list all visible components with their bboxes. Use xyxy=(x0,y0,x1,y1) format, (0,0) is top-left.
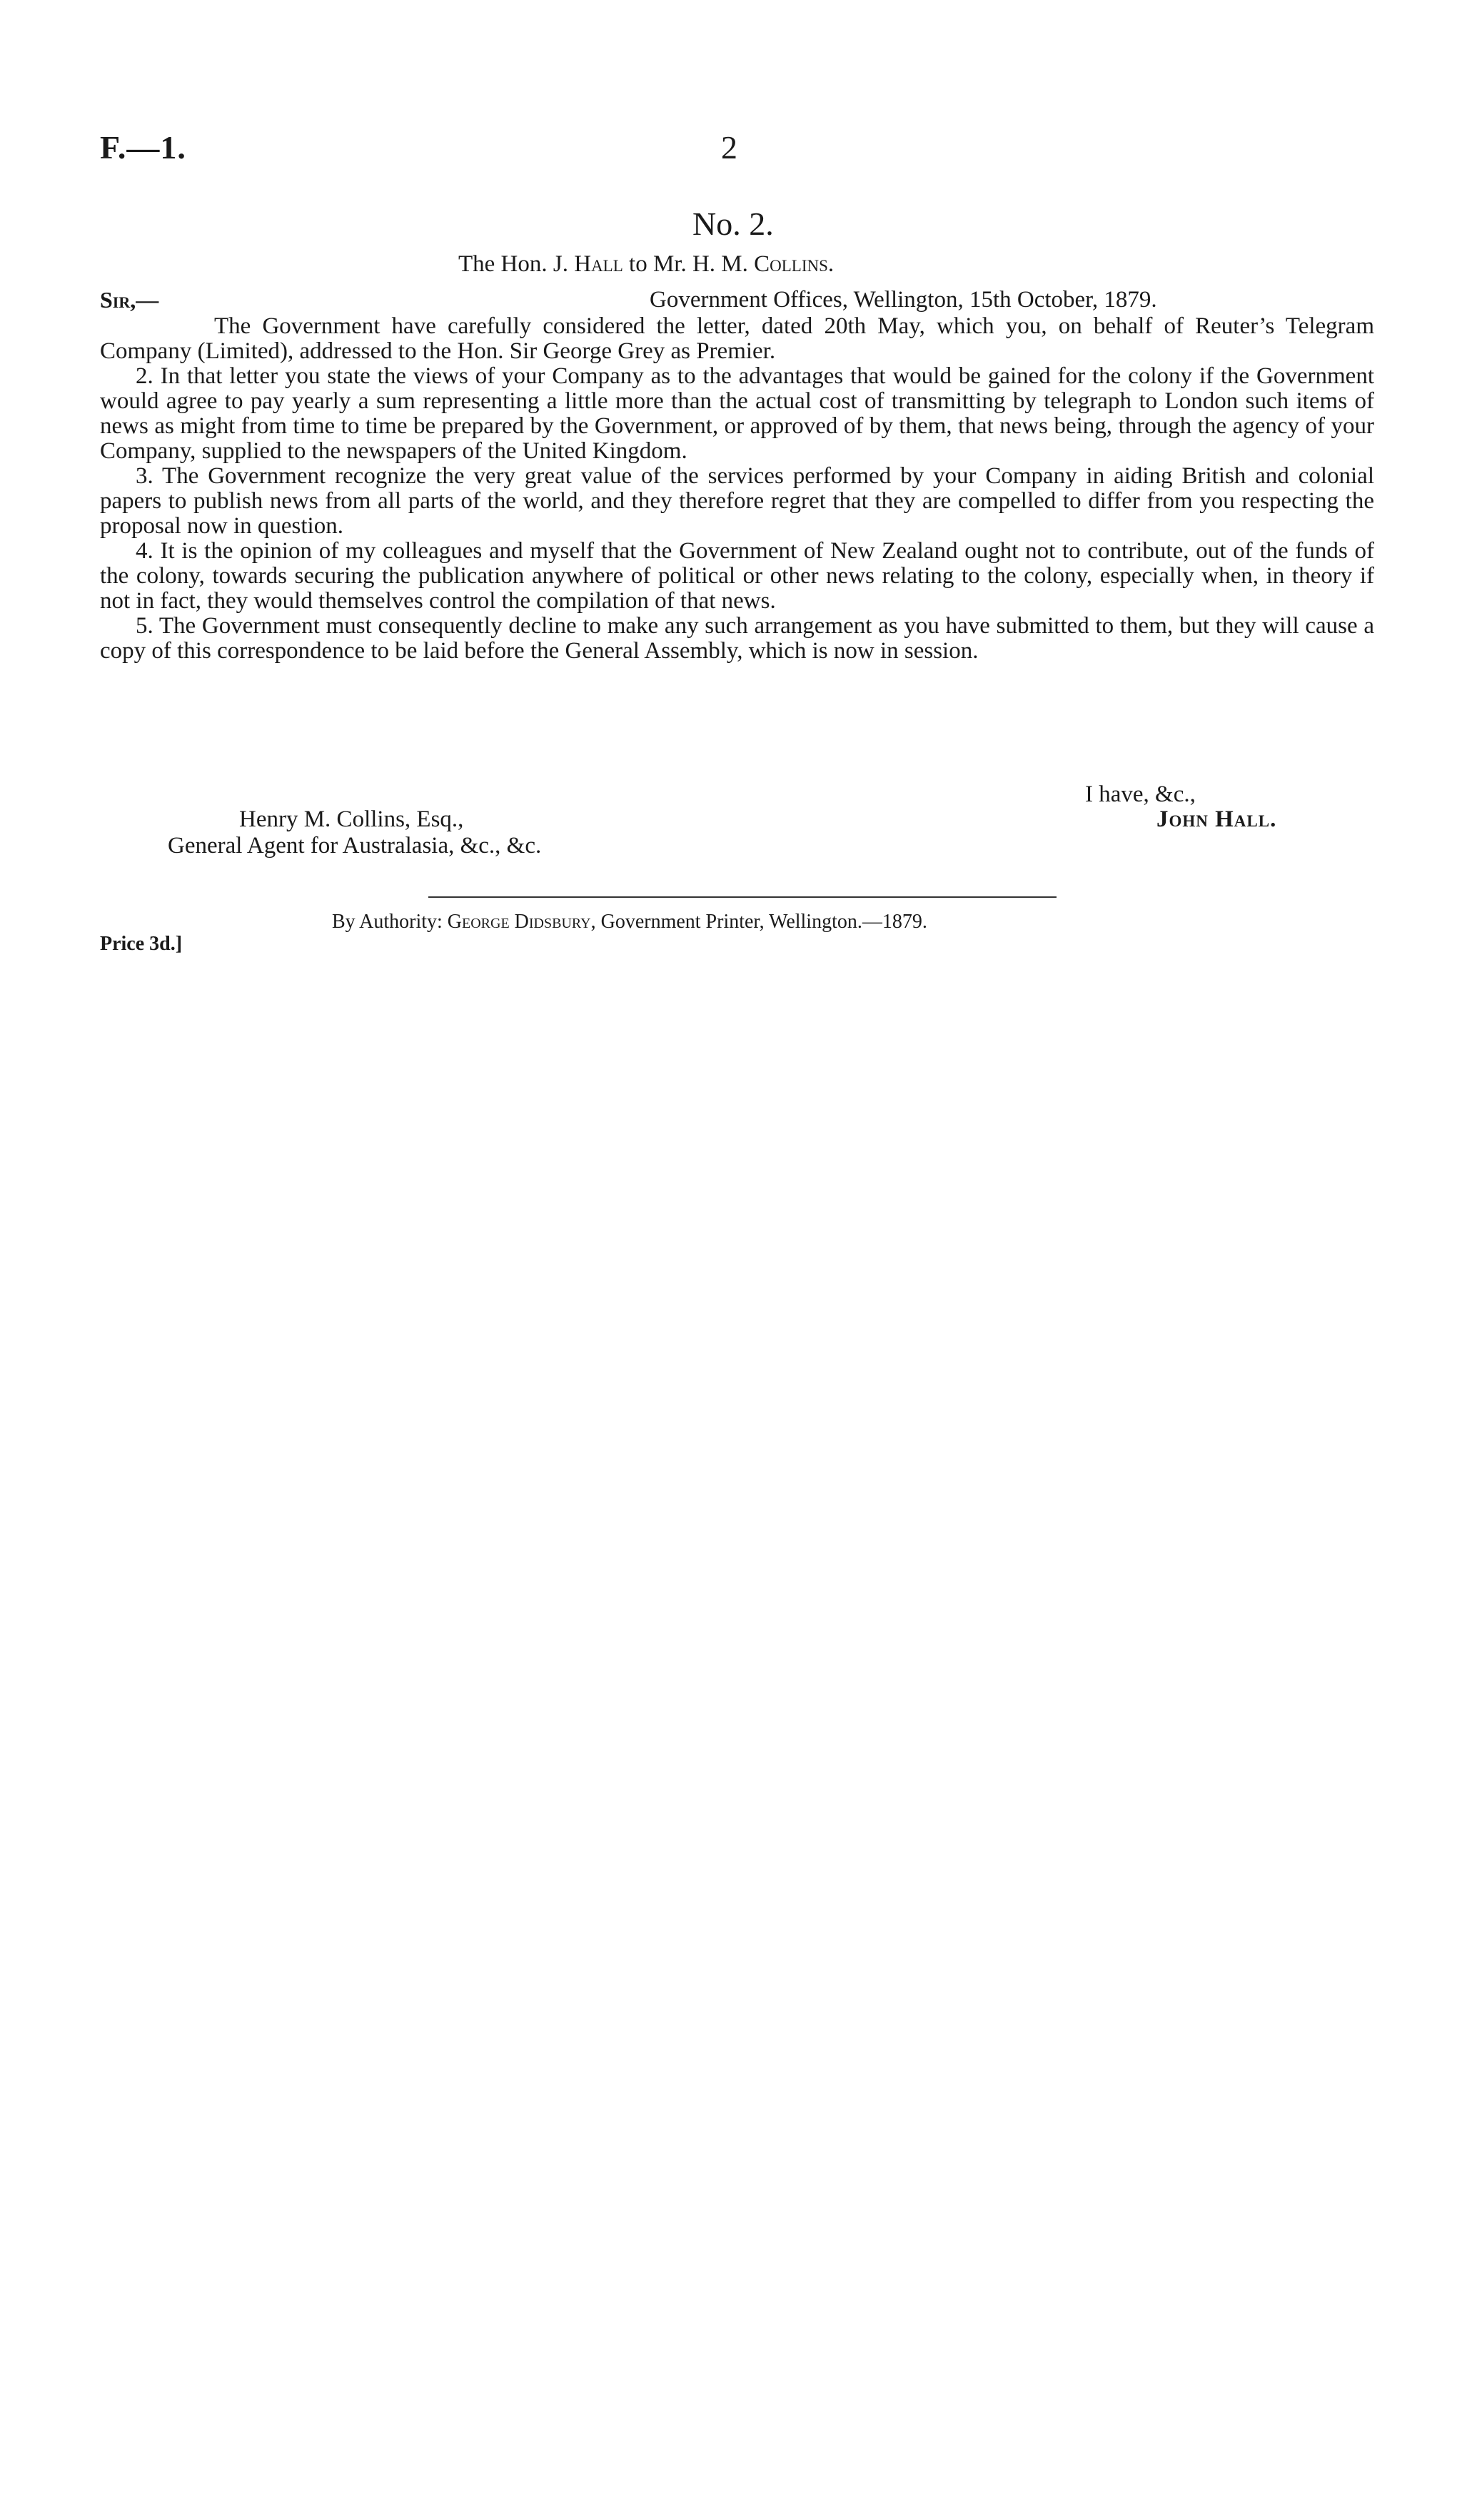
letter-number: No. 2. xyxy=(692,206,774,242)
document-reference: F.—1. xyxy=(100,129,186,166)
paragraph-1: The Government have carefully considered the letter, dated 20th May, which you, on behalf of Reuter’s Telegram Company (Limited), addressed to the Hon. Sir George Grey as Premier. xyxy=(100,313,1374,364)
imprint-prefix: By Authority: xyxy=(332,911,448,933)
footer-rule xyxy=(428,896,1057,898)
closing: I have, &c., xyxy=(1085,781,1196,807)
paragraph-2: 2. In that letter you state the views of your Company as to the advantages that would be gained for the colony if the Government would agree to pay yearly a sum representing a little more than the actual cost of transmitting by telegraph to London such items of news as might from time to time be prepared by the Government, or approved of by them, that news being, through the agency of your Company, supplied to the newspapers of the United Kingdom. xyxy=(100,363,1374,464)
dateline: Government Offices, Wellington, 15th October, 1879. xyxy=(650,287,1157,313)
paragraph-5: 5. The Government must consequently decline to make any such arrangement as you have submitted to them, but they will cause a copy of this correspondence to be laid before the General Assembly, which is now in session. xyxy=(100,613,1374,664)
heading-prefix: The Hon. J. xyxy=(458,251,575,277)
page-number: 2 xyxy=(721,129,737,166)
recipient-name: Collins. xyxy=(754,251,835,277)
printer-imprint xyxy=(332,911,927,933)
sender-name: Hall xyxy=(574,251,623,277)
letter-body xyxy=(100,314,1374,664)
paragraph-3: 3. The Government recognize the very great value of the services performed by your Company in aiding British and colonial papers to publish news from all parts of the world, and they therefore regret that they are compelled to differ from you respecting the proposal now in question. xyxy=(100,463,1374,539)
salutation: Sir,— xyxy=(100,287,159,313)
addressee-title: General Agent for Australasia, &c., &c. xyxy=(168,833,542,859)
price-label: Price 3d.] xyxy=(100,933,183,955)
letter-heading xyxy=(458,251,834,278)
imprint-suffix: , Government Printer, Wellington.—1879. xyxy=(590,911,927,933)
addressee-name: Henry M. Collins, Esq., xyxy=(239,806,464,832)
printer-name: George Didsbury xyxy=(447,911,591,933)
heading-middle: to Mr. H. M. xyxy=(622,251,755,277)
paragraph-4: 4. It is the opinion of my colleagues and myself that the Government of New Zealand ought not to contribute, out of the funds of the colony, towards securing the publication anywhere of political or other news relating to the colony, especially when, in theory if not in fact, they would themselves control the compilation of that news. xyxy=(100,538,1374,614)
signature: John Hall. xyxy=(1156,806,1277,832)
